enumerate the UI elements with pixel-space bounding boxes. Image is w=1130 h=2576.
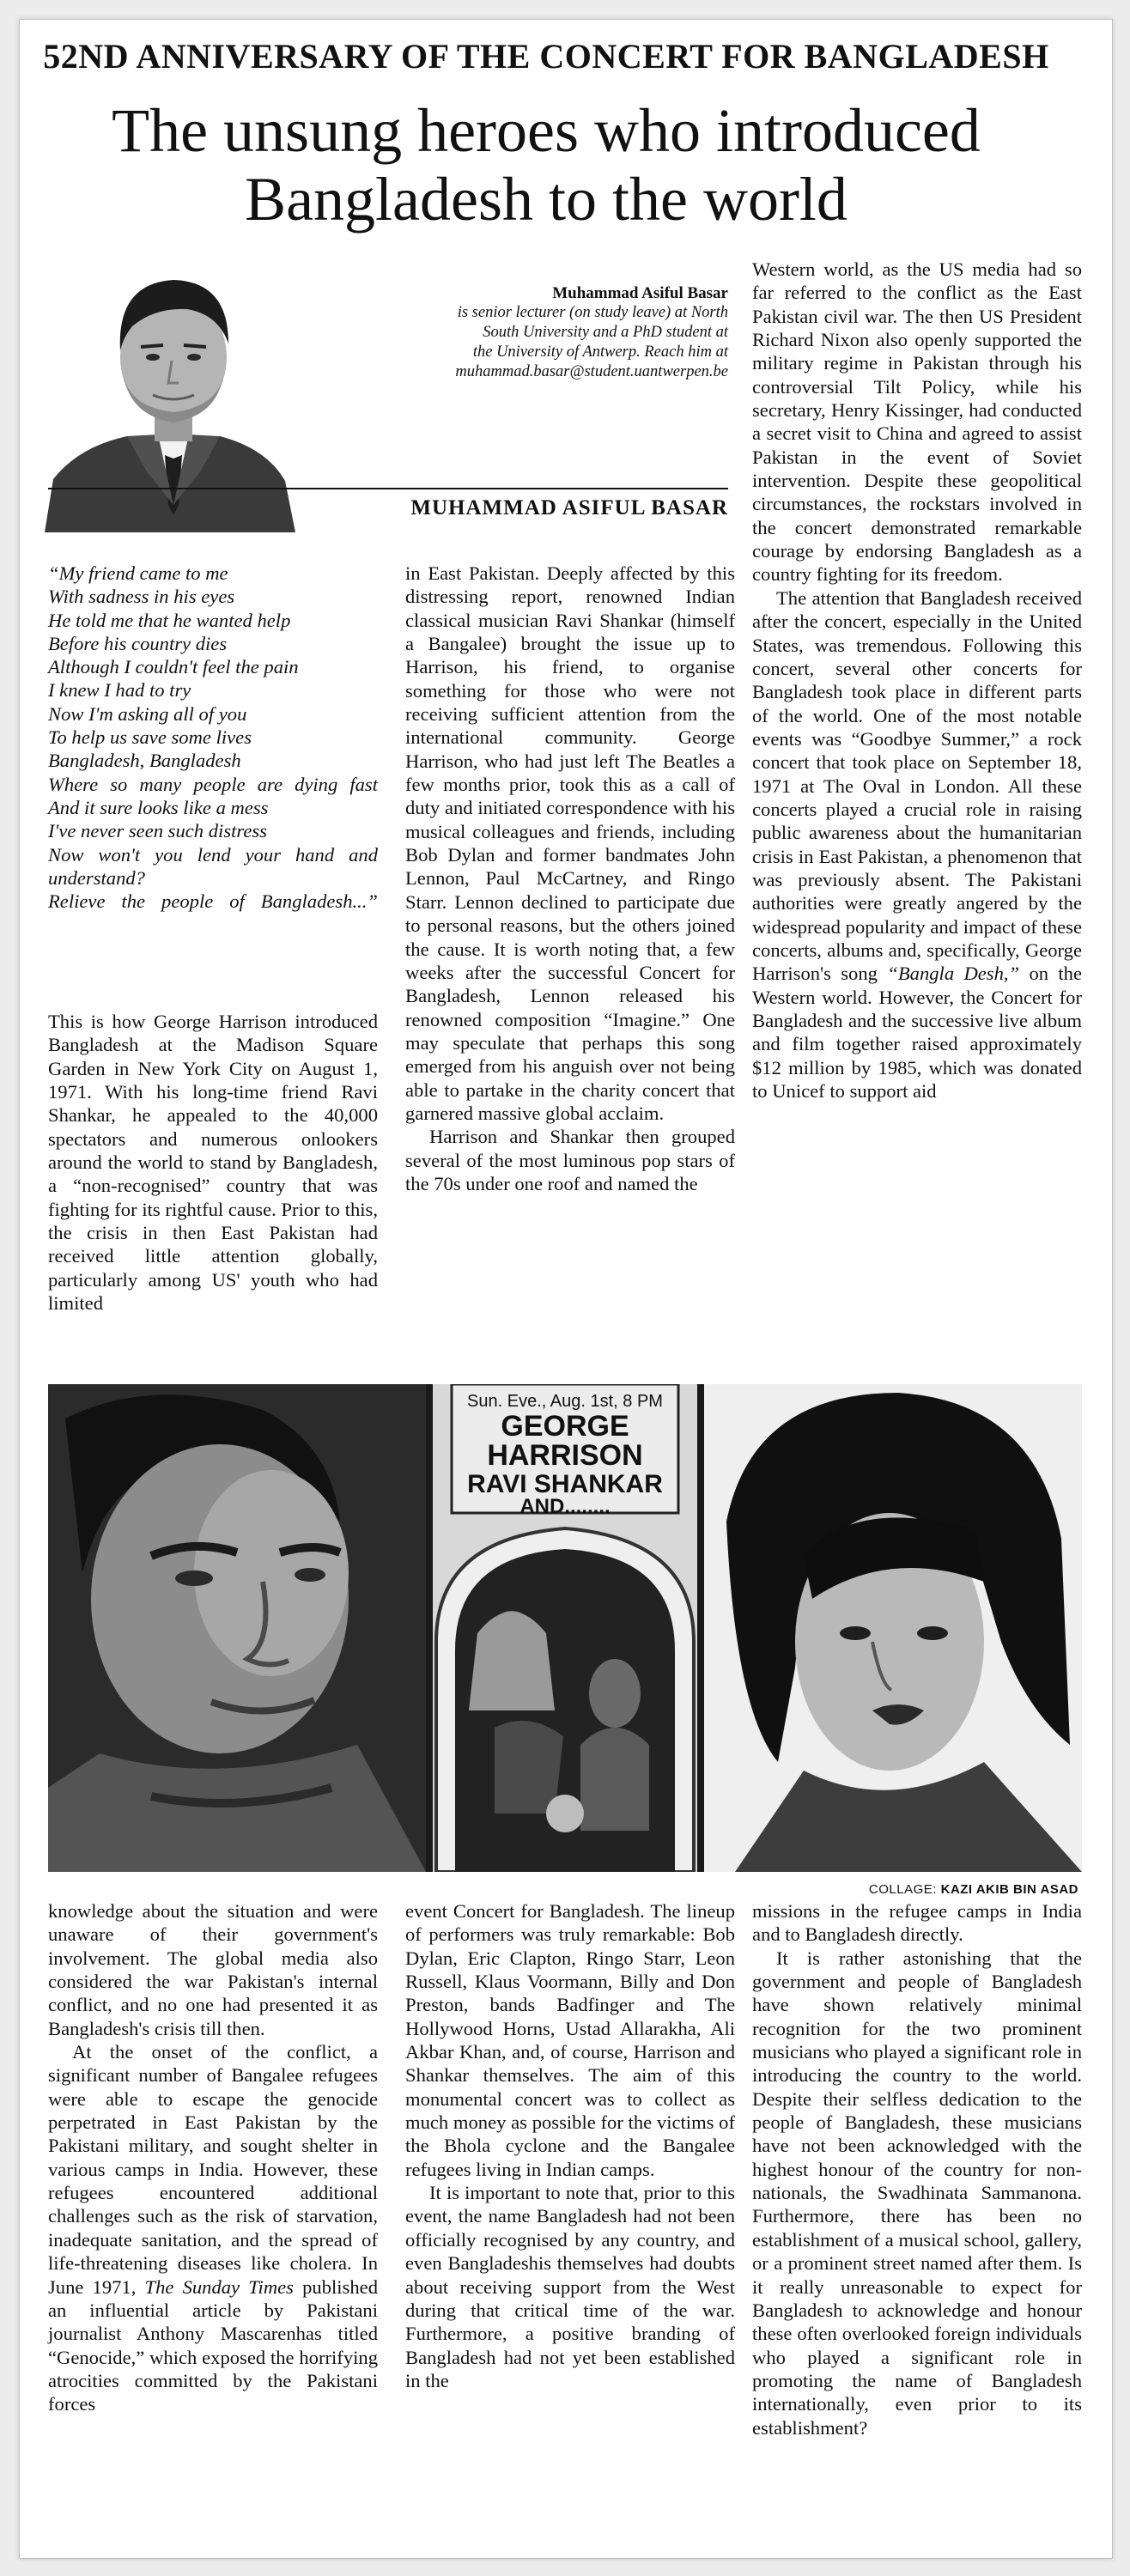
lyric-line: He told me that he wanted help [48,609,291,631]
bio-name: Muhammad Asiful Basar [552,284,728,302]
poster-date: Sun. Eve., Aug. 1st, 8 PM [467,1392,663,1411]
poster-ravi-shankar: RAVI SHANKAR [467,1470,663,1498]
headline [38,96,1054,234]
lyric-line: “My friend came to me [48,562,228,584]
headline-line-1: The unsung heroes who introduced [112,96,981,165]
song-title: “Bangla Desh,” [887,963,1020,985]
paragraph: Western world, as the US media had so far referred to the conflict as the East Pakistan civil war. The then US President Richard Nixon also openly supported the military regime in Pakistan through his controversial Tilt Policy, while his secretary, Henry Kissinger, had conducted a secret visit to China and agreed to assist Pakistan in the event of Soviet intervention. Despite these geopolitical circumstances, the rockstars involved in the concert demonstrated remarkable courage by endorsing Bangladesh as a country fighting for its freedom. [752,258,1082,586]
kicker: 52ND ANNIVERSARY OF THE CONCERT FOR BANGLADESH [43,37,1049,76]
lyric-line: With sadness in his eyes [48,586,235,608]
poster-and: AND........ [519,1495,611,1518]
paragraph [48,2040,378,2416]
bio-line: South University and a PhD student at [483,324,728,341]
bio-line: is senior lecturer (on study leave) at North [457,304,728,321]
byline-rule [48,488,728,489]
text-run: published an influential article by Pakistani journalist Anthony Mascarenhas titled “Genocide,” which exposed the horrifying atrocities committed by the Pakistani forces [48,2275,378,2415]
photo-credit [48,1882,1078,1897]
text-run: At the onset of the conflict, a significant number of Bangalee refugees were able to escape the genocide perpetrated in East Pakistan by the Pakistani military, and sought shelter in various camps in India. However, these refugees encountered additional challenges such as the risk of starvation, inadequate sanitation, and the spread of life-threatening diseases like cholera. In June 1971, [48,2041,378,2298]
lyric-line: Where so many people are dying fast [48,773,378,795]
article-column-3-bottom [752,1899,1082,2439]
concert-collage-image [48,1384,1082,1872]
bio-email: muhammad.basar@student.uantwerpen.be [455,363,728,380]
headline-line-2: Bangladesh to the world [245,165,848,234]
lyric-line: And it sure looks like a mess [48,796,269,818]
lyric-line: Now I'm asking all of you [48,702,247,725]
poster-harrison: HARRISON [487,1439,643,1472]
paragraph: knowledge about the situation and were unaware of their government's involvement. The global media also considered the war Pakistan's internal conflict, and no one had presented it as Bangladesh's crisis till then. [48,1900,378,2039]
article-column-1-top [48,1010,378,1315]
lyric-line: Bangladesh, Bangladesh [48,750,241,772]
newspaper-title: The Sunday Times [144,2275,294,2298]
lyric-line: Before his country dies [48,632,228,654]
lyric-line: I've never seen such distress [48,820,267,842]
lyric-line: Relieve the people of Bangladesh...” [48,890,378,913]
paragraph: Harrison and Shankar then grouped several of the most luminous pop stars of the 70s under one roof and named the [405,1126,735,1194]
paragraph: in East Pakistan. Deeply affected by this distressing report, renowned Indian classical musician Ravi Shankar (himself a Bangalee) brought the issue up to Harrison, his friend, to organise something for those who were not receiving sufficient attention from the international community. George Harrison, who had just left The Beatles a few months prior, took this as a call of duty and initiated correspondence with his musical colleagues and friends, including Bob Dylan and former bandmates John Lennon, Paul McCartney, and Ringo Starr. Lennon declined to participate due to personal reasons, but the others joined the cause. It is worth noting that, a few weeks after the successful Concert for Bangladesh, Lennon released his renowned composition “Imagine.” One may speculate that perhaps this song emerged from his anguish over not being able to partake in the charity concert that garnered massive global acclaim. [405,562,735,1124]
article-column-1-bottom [48,1899,378,2416]
paragraph: missions in the refugee camps in India and to Bangladesh directly. [752,1900,1082,1946]
byline: MUHAMMAD ASIFUL BASAR [410,496,728,519]
article-column-3-top [752,258,1082,1103]
text-run: on the Western world. However, the Concert for Bangladesh and the successive live album and film together raised approximately $12 million by 1985, which was donated to Unicef to support aid [752,963,1082,1103]
lyric-line: To help us save some lives [48,726,252,749]
song-lyrics [48,562,378,913]
credit-name: KAZI AKIB BIN ASAD [940,1882,1078,1897]
bio-line: the University of Antwerp. Reach him at [472,343,728,361]
poster-george: GEORGE [501,1410,629,1443]
article-column-2-top [405,562,735,1195]
credit-label: COLLAGE: [868,1882,937,1897]
lyric-line: Although I couldn't feel the pain [48,656,299,678]
author-photo [45,247,295,532]
article-column-2-bottom [405,1899,735,2392]
paragraph: event Concert for Bangladesh. The lineup of performers was truly remarkable: Bob Dylan, Eric Clapton, Ringo Starr, Leon Russell, Klaus Voormann, Billy and Don Preston, bands Badfinger and The Hollywood Horns, Ustad Allarakha, Ali Akbar Khan, and, of course, Harrison and Shankar themselves. The aim of this monumental concert was to collect as much money as possible for the victims of the Bhola cyclone and the Bangalee refugees living in Indian camps. [405,1900,735,2180]
lyric-line: Now won't you lend your hand and understand? [48,843,378,889]
paragraph: It is rather astonishing that the government and people of Bangladesh have shown relatively minimal recognition for the two prominent musicians who played a significant role in introducing the country to the world. Despite their selfless dedication to the people of Bangladesh, these musicians have not been acknowledged with the highest honour of the country for non-nationals, the Swadhinata Sammanona. Furthermore, there has been no establishment of a musical school, gallery, or a prominent street named after them. Is it really unreasonable to expect for Bangladesh to acknowledge and honour these often overlooked foreign individuals who played a significant role in promoting the name of Bangladesh internationally, even prior to its establishment? [752,1947,1082,2439]
text-run: The attention that Bangladesh received after the concert, especially in the United States, was tremendous. Following this concert, several other concerts for Bangladesh took place in different parts of the world. One of the most notable events was “Goodbye Summer,” a rock concert that took place on September 18, 1971 at The Oval in London. All these concerts played a crucial role in raising public awareness about the humanitarian crisis in East Pakistan, a phenomenon that was previously absent. The Pakistani authorities were greatly angered by the widespread popularity and impact of these concerts, albums and, specifically, George Harrison's song [752,586,1082,985]
paragraph [752,586,1082,1103]
author-bio [326,283,728,382]
paragraph: This is how George Harrison introduced Bangladesh at the Madison Square Garden in New York City on August 1, 1971. With his long-time friend Ravi Shankar, he appealed to the 40,000 spectators and numerous onlookers around the world to stand by Bangladesh, a “non-recognised” country that was fighting for its rightful cause. Prior to this, the crisis in then East Pakistan had received little attention globally, particularly among US' youth who had limited [48,1011,378,1315]
paragraph: It is important to note that, prior to this event, the name Bangladesh had not been officially recognised by any country, and even Bangladeshis themselves had doubts about receiving support from the West during that critical time of the war. Furthermore, a positive branding of Bangladesh had not yet been established in the [405,2182,735,2391]
lyric-line: I knew I had to try [48,679,191,702]
